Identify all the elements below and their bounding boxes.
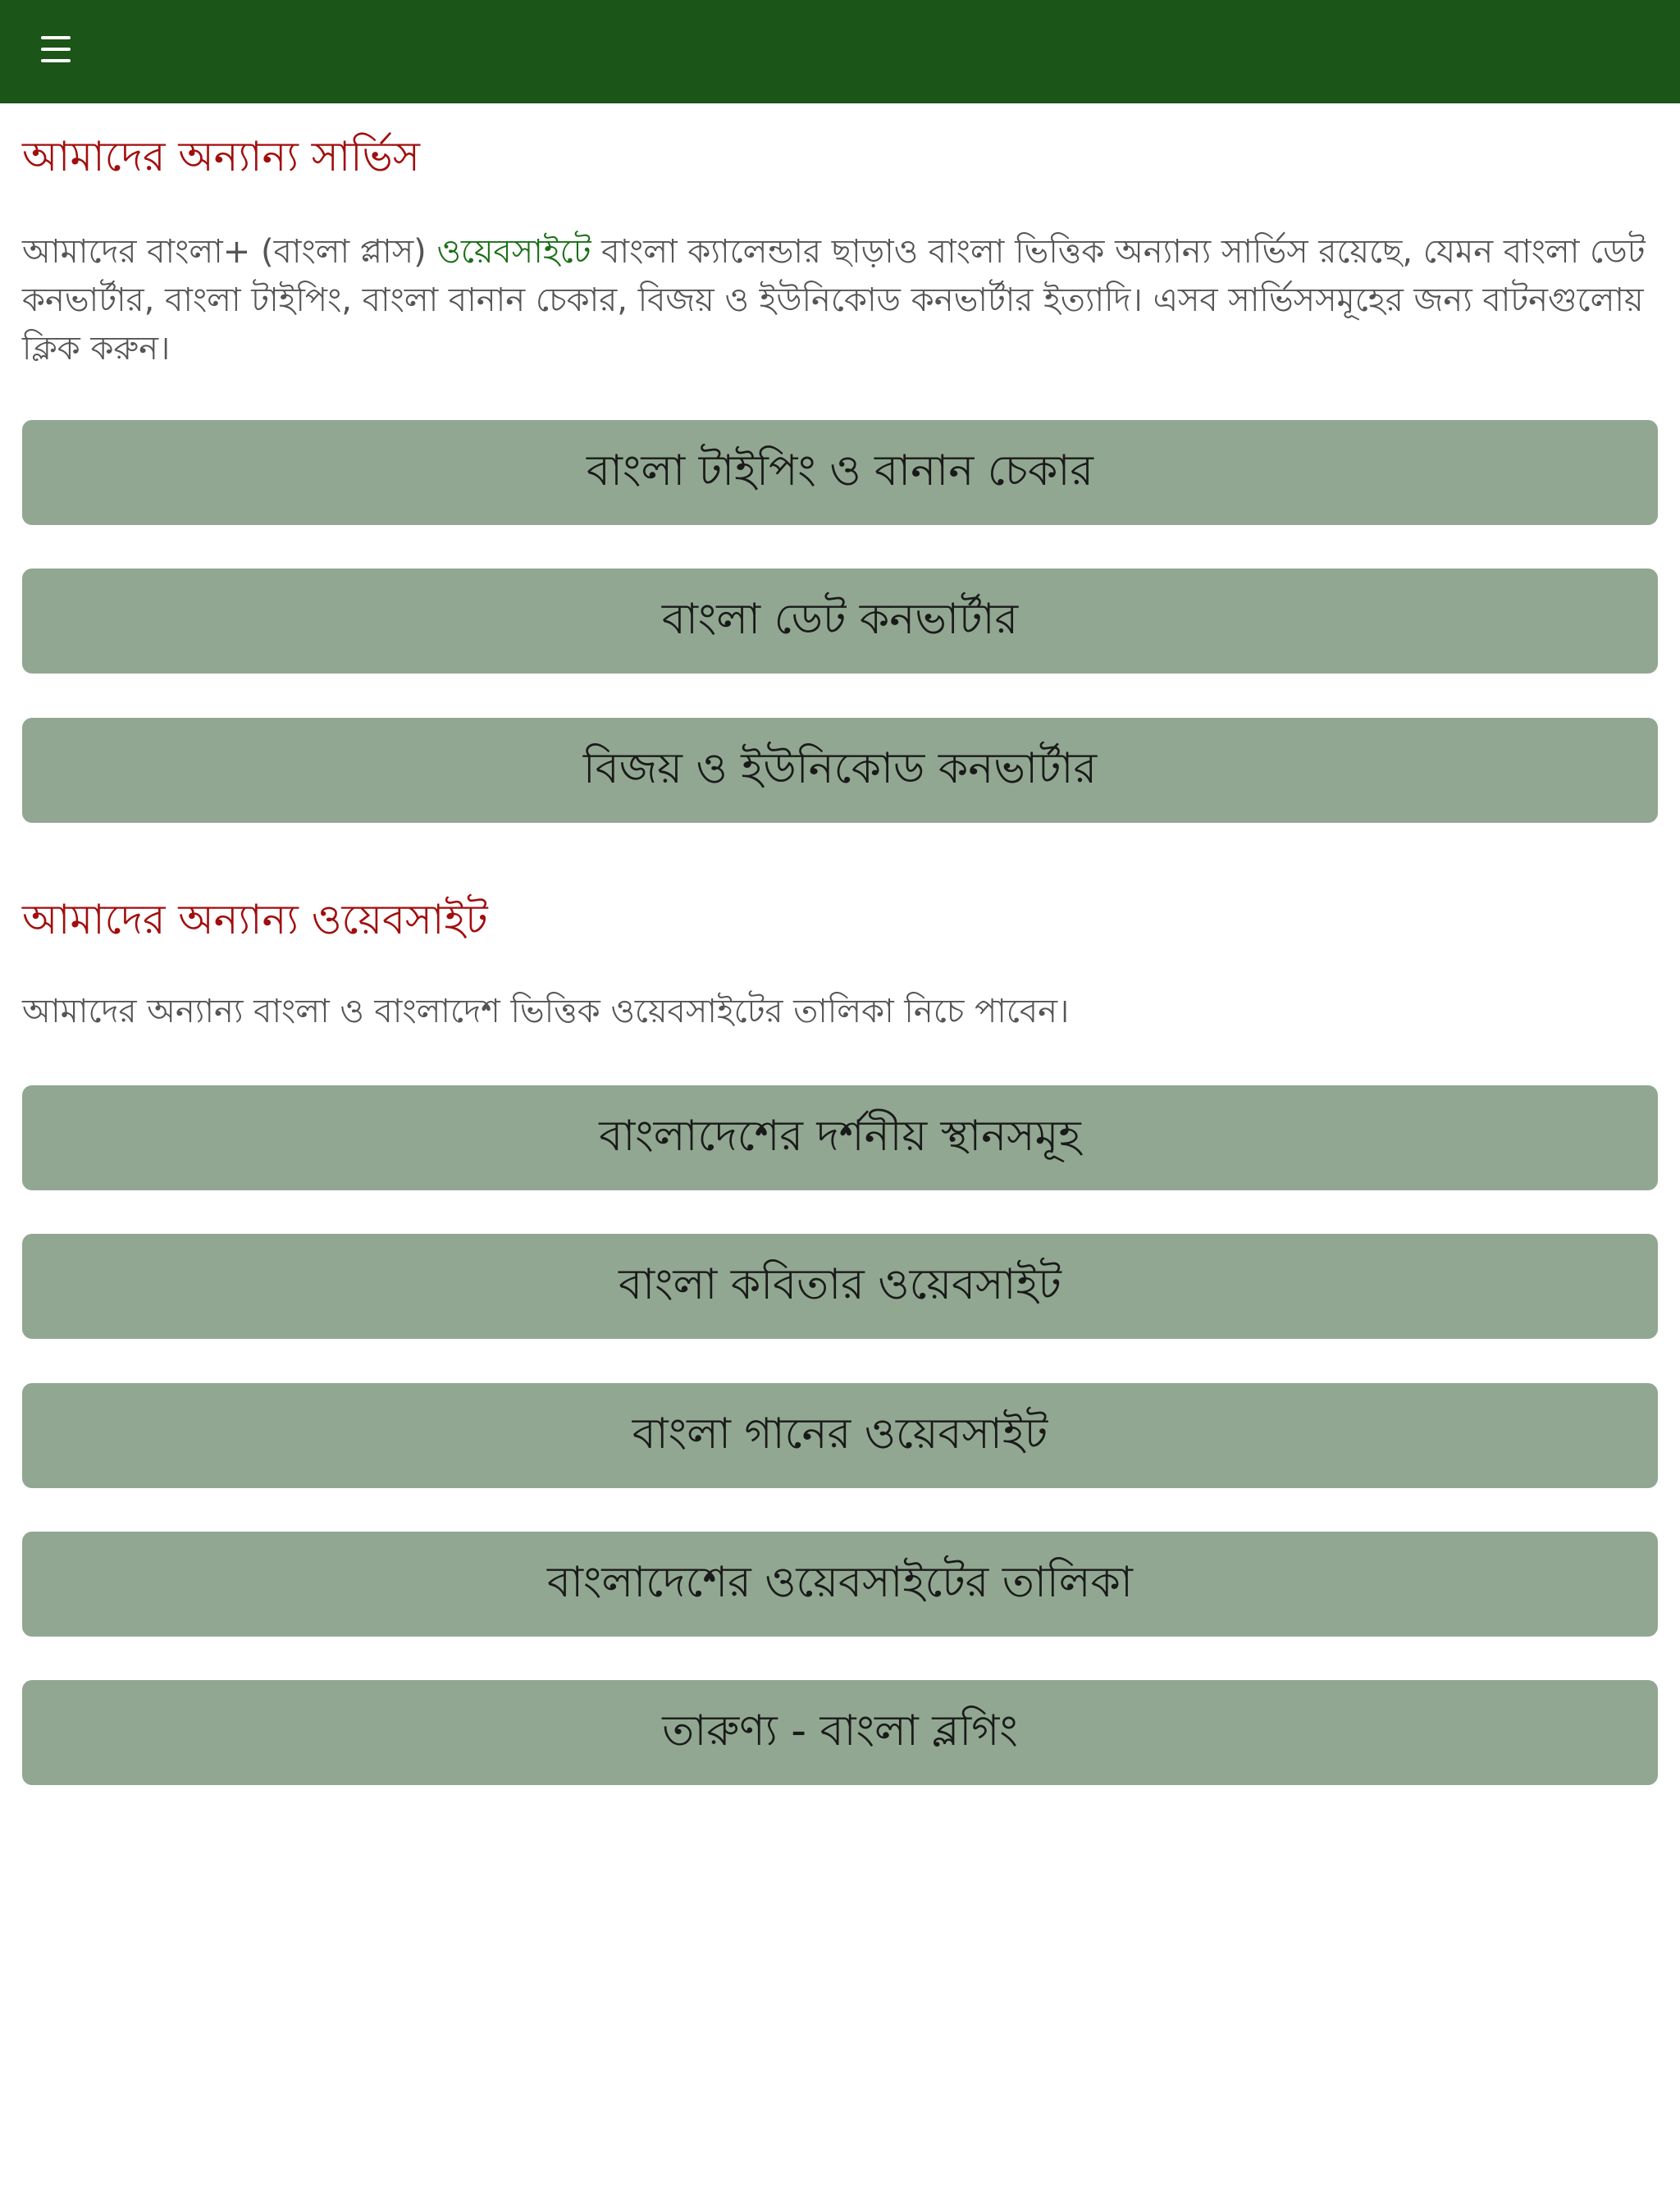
bangladesh-tourist-places-button[interactable]: বাংলাদেশের দর্শনীয় স্থানসমূহ <box>22 1085 1658 1190</box>
bangla-songs-website-button[interactable]: বাংলা গানের ওয়েবসাইট <box>22 1383 1658 1488</box>
top-app-bar <box>0 0 1680 103</box>
websites-section-title: আমাদের অন্যান্য ওয়েবসাইট <box>22 896 488 943</box>
tarunno-bangla-blogging-button[interactable]: তারুণ্য - বাংলা ব্লগিং <box>22 1680 1658 1785</box>
services-description-text-1: আমাদের বাংলা+ (বাংলা প্লাস) <box>22 233 437 271</box>
services-section-title: আমাদের অন্যান্য সার্ভিস <box>22 133 420 180</box>
services-description <box>22 228 1658 373</box>
bijoy-unicode-converter-button[interactable]: বিজয় ও ইউনিকোড কনভার্টার <box>22 718 1658 823</box>
services-description-text-2: বাংলা ক্যালেন্ডার ছাড়াও বাংলা ভিত্তিক অন্যান্য সার্ভিস রয়েছে, যেমন বাংলা ডেট কনভার্টার, বাংলা টাইপিং, বাংলা বানান চেকার, বিজয় ও ইউনিকোড কনভার্টার ইত্যাদি। এসব সার্ভিসসমূহের জন্য বাটনগুলোয় ক্লিক করুন। <box>22 233 1646 368</box>
hamburger-menu-icon[interactable] <box>41 25 79 74</box>
bangladesh-websites-list-button[interactable]: বাংলাদেশের ওয়েবসাইটের তালিকা <box>22 1532 1658 1637</box>
bangla-date-converter-button[interactable]: বাংলা ডেট কনভার্টার <box>22 569 1658 674</box>
websites-description: আমাদের অন্যান্য বাংলা ও বাংলাদেশ ভিত্তিক ওয়েবসাইটের তালিকা নিচে পাবেন। <box>22 993 1070 1030</box>
website-link[interactable]: ওয়েবসাইটে <box>436 233 591 271</box>
bangla-poetry-website-button[interactable]: বাংলা কবিতার ওয়েবসাইট <box>22 1234 1658 1339</box>
bangla-typing-spell-checker-button[interactable]: বাংলা টাইপিং ও বানান চেকার <box>22 420 1658 525</box>
